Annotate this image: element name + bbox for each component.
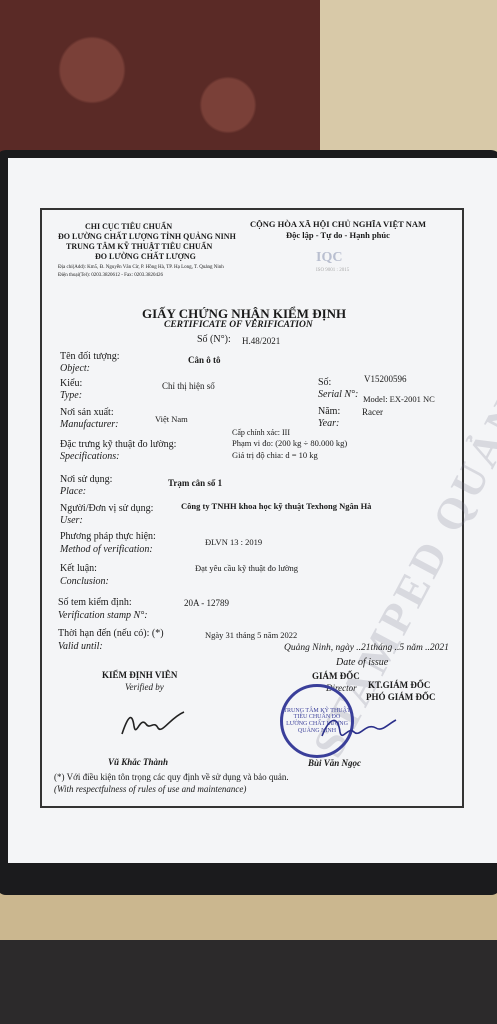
org-phone: Điện thoại(Tel): 0203.3820612 - Fax: 0203.3820426 xyxy=(58,273,164,278)
year-label-en: Year: xyxy=(318,418,340,429)
object-label-en: Object: xyxy=(60,363,90,374)
place-label-en: Place: xyxy=(60,486,87,497)
spec-range: Phạm vi đo: (200 kg ÷ 80.000 kg) xyxy=(232,438,348,448)
type-label: Kiểu: xyxy=(60,378,83,389)
manufacturer-value: Việt Nam xyxy=(155,414,188,424)
serial-value: V15200596 xyxy=(364,374,407,384)
manufacturer-label-en: Manufacturer: xyxy=(60,419,119,430)
official-seal-text: TRUNG TÂM KỸ THUẬT TIÊU CHUẨN ĐO LƯỜNG CHẤT LƯỢNG QUẢNG NINH xyxy=(283,707,351,734)
spec-label-en: Specifications: xyxy=(60,451,120,462)
iso-badge: ISO 9001 : 2015 xyxy=(316,268,350,273)
issue-place-date: Quảng Ninh, ngày ..21tháng ..5 năm ..2021 xyxy=(284,643,449,653)
year-value: Racer xyxy=(362,407,383,417)
org-address: Địa chỉ(Add): Km5, Đ. Nguyễn Văn Cừ, P. Hồng Hà, TP. Hạ Long, T. Quảng Ninh xyxy=(58,265,224,270)
desk-mat xyxy=(0,0,330,175)
year-label: Năm: xyxy=(318,406,341,417)
director-signature xyxy=(318,712,398,746)
stamp-label-en: Verification stamp N°: xyxy=(58,610,148,621)
title-en: CERTIFICATE OF VERIFICATION xyxy=(164,320,313,330)
verifier-name: Vũ Khắc Thành xyxy=(108,757,169,767)
kt-director-title: KT.GIÁM ĐỐC xyxy=(368,680,431,690)
issue-date-label: Date of issue xyxy=(336,657,389,668)
place-label: Nơi sử dụng: xyxy=(60,474,113,485)
spec-division: Giá trị độ chia: d = 10 kg xyxy=(232,450,318,460)
stamp-label: Số tem kiểm định: xyxy=(58,597,132,608)
method-value: ĐLVN 13 : 2019 xyxy=(205,537,263,547)
iqc-logo: IQC xyxy=(316,250,343,265)
footnote-en: (With respectfulness of rules of use and maintenance) xyxy=(54,784,247,794)
method-label: Phương pháp thực hiện: xyxy=(60,531,156,542)
valid-value: Ngày 31 tháng 5 năm 2022 xyxy=(205,630,298,640)
director-title: GIÁM ĐỐC xyxy=(312,671,360,681)
stamp-value: 20A - 12789 xyxy=(184,598,229,608)
deputy-director-title: PHÓ GIÁM ĐỐC xyxy=(366,692,436,702)
model-value: Model: EX-2001 NC xyxy=(363,394,435,404)
org-line2: ĐO LƯỜNG CHẤT LƯỢNG TỈNH QUẢNG NINH xyxy=(58,232,236,241)
conclusion-label-en: Conclusion: xyxy=(60,576,109,587)
number-label: Số (N°): xyxy=(197,334,231,345)
conclusion-value: Đạt yêu cầu kỹ thuật đo lường xyxy=(195,563,299,573)
director-title-en: Director xyxy=(326,683,357,693)
method-label-en: Method of verification: xyxy=(60,544,153,555)
type-label-en: Type: xyxy=(60,390,83,401)
certificate-number: H.48/2021 xyxy=(242,336,281,346)
object-value: Cân ô tô xyxy=(188,355,221,365)
floor xyxy=(0,940,497,1024)
serial-label: Số: xyxy=(318,377,332,388)
valid-label: Thời hạn đến (nếu có): (*) xyxy=(58,628,164,639)
verifier-title: KIỂM ĐỊNH VIÊN xyxy=(102,670,178,680)
desk-surface xyxy=(320,0,497,170)
org-line4: ĐO LƯỜNG CHẤT LƯỢNG xyxy=(95,252,196,261)
valid-label-en: Valid until: xyxy=(58,641,103,652)
verifier-title-en: Verified by xyxy=(125,682,164,692)
spec-accuracy: Cấp chính xác: III xyxy=(232,428,290,437)
title-vn: GIẤY CHỨNG NHẬN KIỂM ĐỊNH xyxy=(142,306,347,321)
org-line3: TRUNG TÂM KỸ THUẬT TIÊU CHUẨN xyxy=(66,242,213,251)
nation-line1: CỘNG HÒA XÃ HỘI CHỦ NGHĨA VIỆT NAM xyxy=(250,219,427,229)
place-value: Trạm cân số 1 xyxy=(168,478,223,488)
spec-label: Đặc trưng kỹ thuật đo lường: xyxy=(60,439,177,450)
user-label: Người/Đơn vị sử dụng: xyxy=(60,503,154,514)
verifier-signature xyxy=(118,706,188,742)
director-name: Bùi Văn Ngọc xyxy=(308,758,362,768)
nation-line2: Độc lập - Tự do - Hạnh phúc xyxy=(286,230,390,240)
user-value: Công ty TNHH khoa học kỹ thuật Texhong Ngân Hà xyxy=(181,501,372,511)
conclusion-label: Kết luận: xyxy=(60,563,97,574)
serial-label-en: Serial N°: xyxy=(318,389,359,400)
manufacturer-label: Nơi sản xuất: xyxy=(60,407,114,418)
user-label-en: User: xyxy=(60,515,83,526)
org-line1: CHI CỤC TIÊU CHUẨN xyxy=(85,222,173,231)
type-value: Chỉ thị hiện số xyxy=(162,381,215,391)
object-label: Tên đối tượng: xyxy=(60,351,120,362)
footnote-vn: (*) Với điều kiện tôn trọng các quy định về sử dụng và bảo quản. xyxy=(54,772,289,782)
